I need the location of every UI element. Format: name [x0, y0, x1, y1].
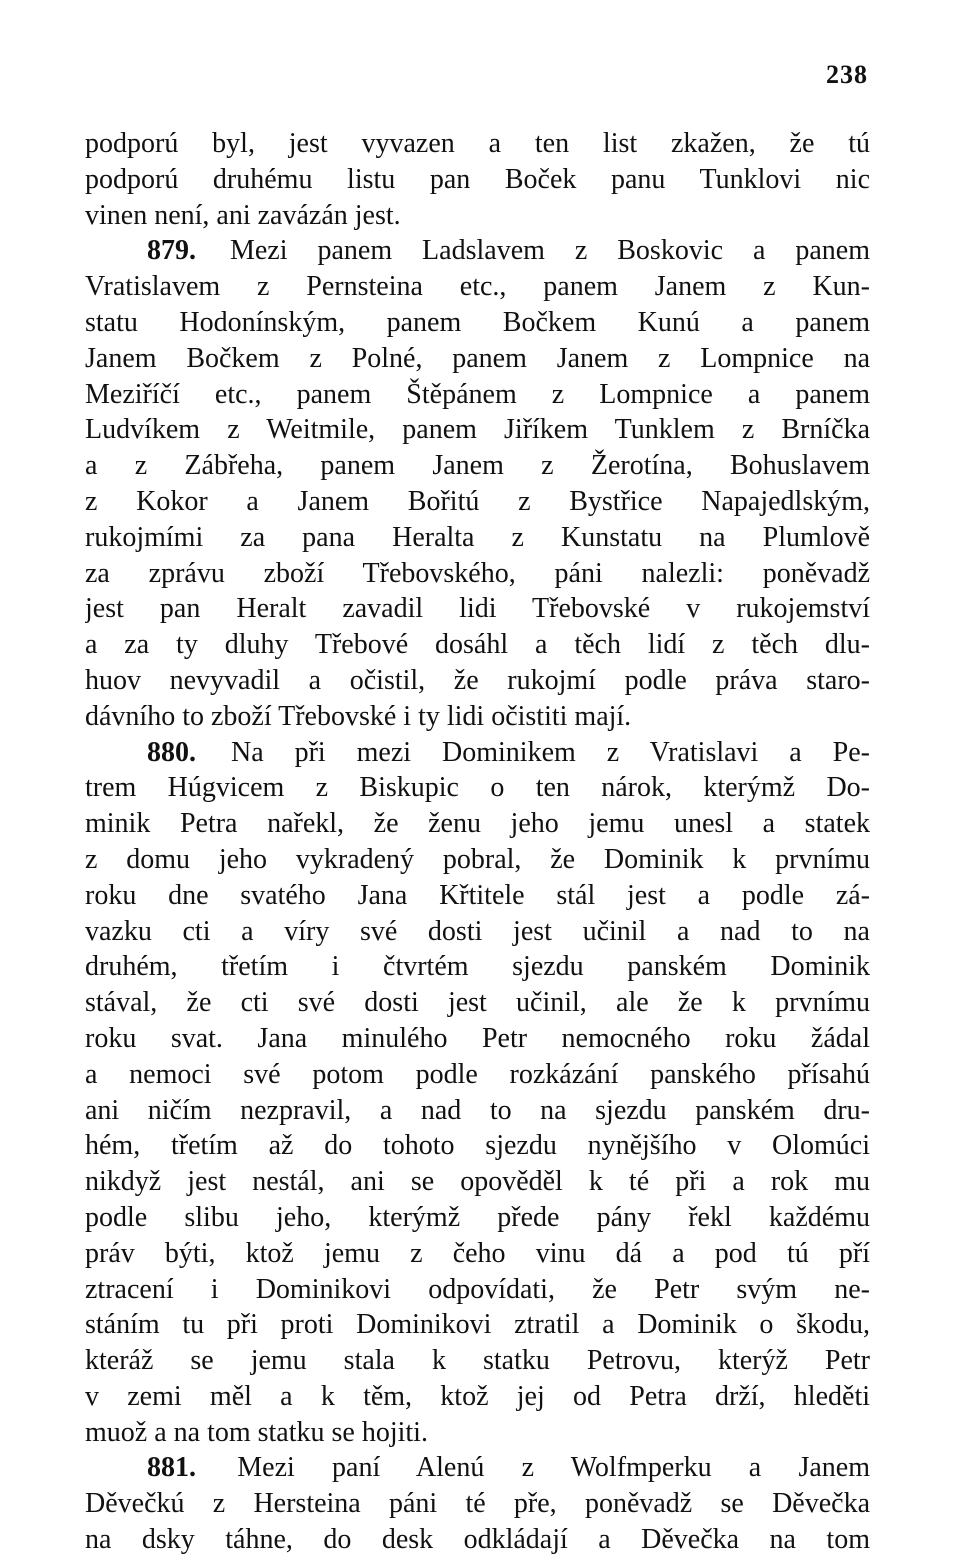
- line-text: podporú byl, jest vyvazen a ten list zkažen, že tú: [85, 128, 870, 159]
- text-line: [85, 377, 870, 413]
- text-line: [85, 1486, 870, 1522]
- text-line: [85, 1522, 870, 1558]
- entry-number: 879.: [147, 235, 196, 267]
- line-text: roku svat. Jana minulého Petr nemocného roku žádal: [85, 1022, 870, 1054]
- line-text: Janem Bočkem z Polné, panem Janem z Lompnice na: [85, 342, 870, 374]
- text-line: [85, 556, 870, 592]
- line-text: v zemi měl a k těm, ktož jej od Petra drží, hleděti: [85, 1380, 870, 1412]
- line-text: podle slibu jeho, kterýmž přede pány řekl každému: [85, 1201, 870, 1233]
- text-line: [85, 1128, 870, 1164]
- text-line: [85, 699, 870, 735]
- entry-number: 880.: [147, 736, 196, 768]
- line-text: statu Hodonínským, panem Bočkem Kunú a panem: [85, 306, 870, 338]
- text-line: [85, 1164, 870, 1200]
- line-text: z Kokor a Janem Bořitú z Bystřice Napajedlským,: [85, 485, 870, 517]
- line-text: Na při mezi Dominikem z Vratislavi a Pe-: [230, 736, 870, 768]
- line-text: Děvečkú z Hersteina páni té pře, poněvadž se Děvečka: [85, 1488, 870, 1520]
- line-text: Mezi paní Alenú z Wolfmperku a Janem: [237, 1452, 870, 1484]
- text-line: [85, 914, 870, 950]
- line-text: druhém, třetím i čtvrtém sjezdu panském Dominik: [85, 951, 870, 983]
- line-text: na dsky táhne, do desk odkládají a Děvečka na tom: [85, 1524, 870, 1556]
- text-line: [85, 735, 870, 771]
- line-text: minik Petra nařekl, že ženu jeho jemu unesl a statek: [85, 808, 870, 840]
- text-line: [85, 269, 870, 305]
- text-line: [85, 949, 870, 985]
- line-text: podporú druhému listu pan Boček panu Tunklovi nic: [85, 163, 870, 195]
- text-line: [85, 1236, 870, 1272]
- text-line: [85, 162, 870, 198]
- text-line: [85, 985, 870, 1021]
- text-line: [85, 233, 870, 269]
- line-text: muož a na tom statku se hojiti.: [85, 1416, 428, 1448]
- text-line: [85, 448, 870, 484]
- line-text: z domu jeho vykradený pobral, že Dominik k prvnímu: [85, 843, 870, 875]
- text-line: [85, 770, 870, 806]
- line-text: trem Húgvicem z Biskupic o ten nárok, kterýmž Do-: [85, 772, 870, 804]
- line-text: hém, třetím až do tohoto sjezdu nynějšího v Olomúci: [85, 1130, 870, 1162]
- text-line: [85, 341, 870, 377]
- line-text: a nemoci své potom podle rozkázání panského přísahú: [85, 1058, 870, 1090]
- line-text: ani ničím nezpravil, a nad to na sjezdu panském dru-: [85, 1094, 870, 1126]
- text-line: [85, 627, 870, 663]
- text-line: [85, 412, 870, 448]
- text-line: [85, 1057, 870, 1093]
- line-text: roku dne svatého Jana Křtitele stál jest a podle zá-: [85, 879, 870, 911]
- line-text: jest pan Heralt zavadil lidi Třebovské v rukojemství: [85, 593, 870, 625]
- text-line: [85, 842, 870, 878]
- text-line: [85, 878, 870, 914]
- line-text: dávního to zboží Třebovské i ty lidi očistiti mají.: [85, 700, 632, 732]
- line-text: práv býti, ktož jemu z čeho vinu dá a pod tú pří: [85, 1237, 870, 1269]
- text-line: [85, 1093, 870, 1129]
- line-text: za zprávu zboží Třebovského, páni nalezli: poněvadž: [85, 557, 870, 589]
- text-line: [85, 305, 870, 341]
- line-text: a za ty dluhy Třebové dosáhl a těch lidí z těch dlu-: [85, 629, 870, 661]
- line-text: stával, že cti své dosti jest učinil, ale že k prvnímu: [85, 987, 870, 1019]
- line-text: vazku cti a víry své dosti jest učinil a nad to na: [85, 915, 870, 947]
- line-text: Mezi panem Ladslavem z Boskovic a panem: [229, 235, 870, 267]
- line-text: Meziříčí etc., panem Štěpánem z Lompnice a panem: [85, 378, 870, 410]
- line-text: Vratislavem z Pernsteina etc., panem Janem z Kun-: [85, 271, 870, 303]
- text-line: [85, 1200, 870, 1236]
- text-line: [85, 1307, 870, 1343]
- text-line: [85, 663, 870, 699]
- text-line: [85, 1272, 870, 1308]
- line-text: ztracení i Dominikovi odpovídati, že Petr svým ne-: [85, 1273, 870, 1305]
- text-line: [85, 806, 870, 842]
- text-line: [85, 1415, 870, 1451]
- text-line: [85, 1379, 870, 1415]
- text-line: [85, 198, 870, 234]
- line-text: a z Zábřeha, panem Janem z Žerotína, Bohuslavem: [85, 450, 870, 482]
- page-number: 238: [826, 60, 868, 89]
- line-text: vinen není, ani zavázán jest.: [85, 199, 401, 231]
- text-line: [85, 1343, 870, 1379]
- line-text: Ludvíkem z Weitmile, panem Jiříkem Tunklem z Brníčka: [85, 414, 870, 446]
- body-text: [85, 126, 870, 1558]
- line-text: rukojmími za pana Heralta z Kunstatu na Plumlově: [85, 521, 870, 553]
- line-text: nikdyž jest nestál, ani se opověděl k té při a rok mu: [85, 1166, 870, 1198]
- text-line: [85, 1450, 870, 1486]
- line-text: kteráž se jemu stala k statku Petrovu, kterýž Petr: [85, 1345, 870, 1377]
- text-line: [85, 126, 870, 162]
- text-line: [85, 591, 870, 627]
- line-text: stáním tu při proti Dominikovi ztratil a Dominik o škodu,: [85, 1309, 870, 1341]
- text-line: [85, 484, 870, 520]
- entry-number: 881.: [147, 1452, 196, 1484]
- text-line: [85, 1021, 870, 1057]
- line-text: huov nevyvadil a očistil, že rukojmí podle práva staro-: [85, 664, 870, 696]
- text-line: [85, 520, 870, 556]
